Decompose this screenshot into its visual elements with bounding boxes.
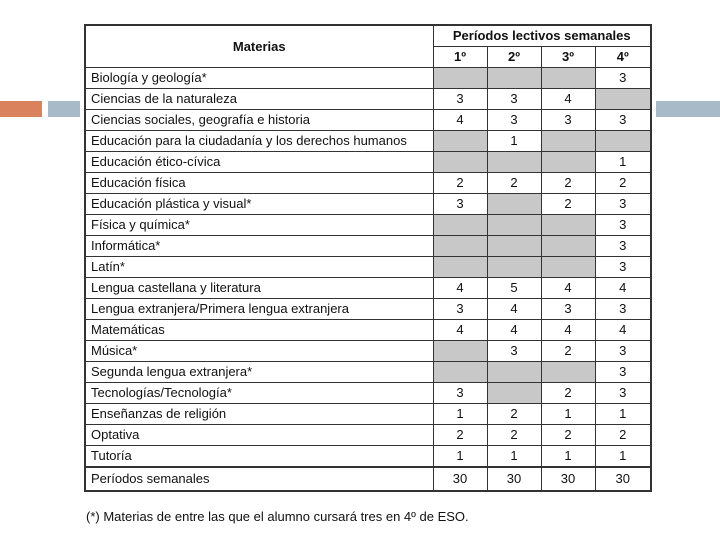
subject-cell: Lengua extranjera/Primera lengua extranjera — [85, 299, 433, 320]
period-cell: 3 — [433, 299, 487, 320]
period-cell — [487, 152, 541, 173]
period-cell: 3 — [595, 299, 651, 320]
period-cell — [541, 236, 595, 257]
total-value-3: 30 — [541, 467, 595, 491]
table-row — [85, 68, 651, 89]
period-cell: 1 — [433, 404, 487, 425]
period-cell: 2 — [433, 173, 487, 194]
period-cell — [487, 194, 541, 215]
accent-bar-right — [656, 101, 720, 117]
table-row — [85, 362, 651, 383]
period-cell — [541, 257, 595, 278]
table-row — [85, 194, 651, 215]
table-body — [85, 68, 651, 468]
course-header-2: 2º — [487, 47, 541, 68]
period-cell — [433, 236, 487, 257]
period-cell — [541, 68, 595, 89]
period-cell: 3 — [487, 341, 541, 362]
subject-cell: Segunda lengua extranjera* — [85, 362, 433, 383]
period-cell: 2 — [541, 383, 595, 404]
period-cell — [433, 215, 487, 236]
subject-cell: Tutoría — [85, 446, 433, 468]
subject-cell: Ciencias sociales, geografía e historia — [85, 110, 433, 131]
total-row — [85, 467, 651, 491]
subject-cell: Tecnologías/Tecnología* — [85, 383, 433, 404]
period-cell: 3 — [433, 194, 487, 215]
header-row-top — [85, 25, 651, 47]
table-row — [85, 446, 651, 468]
table-row — [85, 173, 651, 194]
period-cell: 1 — [595, 404, 651, 425]
period-cell — [487, 257, 541, 278]
table-row — [85, 299, 651, 320]
period-cell: 1 — [433, 446, 487, 468]
table-row — [85, 236, 651, 257]
period-cell: 3 — [487, 110, 541, 131]
subject-cell: Música* — [85, 341, 433, 362]
period-cell — [433, 68, 487, 89]
period-cell: 2 — [541, 194, 595, 215]
period-cell: 4 — [541, 320, 595, 341]
period-cell — [541, 152, 595, 173]
period-cell: 4 — [433, 110, 487, 131]
table-row — [85, 425, 651, 446]
period-cell: 3 — [595, 362, 651, 383]
period-cell: 2 — [595, 173, 651, 194]
period-cell: 3 — [433, 383, 487, 404]
table-row — [85, 320, 651, 341]
period-cell: 5 — [487, 278, 541, 299]
subject-cell: Informática* — [85, 236, 433, 257]
period-cell: 1 — [487, 131, 541, 152]
period-cell: 3 — [541, 299, 595, 320]
period-cell — [433, 257, 487, 278]
period-cell — [595, 89, 651, 110]
subject-cell: Biología y geología* — [85, 68, 433, 89]
subject-cell: Latín* — [85, 257, 433, 278]
total-value-2: 30 — [487, 467, 541, 491]
period-cell: 4 — [433, 320, 487, 341]
total-value-4: 30 — [595, 467, 651, 491]
period-cell: 2 — [541, 341, 595, 362]
period-cell: 2 — [541, 173, 595, 194]
total-value-1: 30 — [433, 467, 487, 491]
subject-cell: Educación para la ciudadanía y los derechos humanos — [85, 131, 433, 152]
period-cell: 3 — [487, 89, 541, 110]
table-row — [85, 341, 651, 362]
subject-cell: Enseñanzas de religión — [85, 404, 433, 425]
period-cell — [541, 131, 595, 152]
period-cell: 4 — [541, 89, 595, 110]
subject-cell: Educación física — [85, 173, 433, 194]
subject-cell: Educación ético-cívica — [85, 152, 433, 173]
period-cell: 2 — [487, 173, 541, 194]
period-cell — [433, 362, 487, 383]
footnote: (*) Materias de entre las que el alumno cursará tres en 4º de ESO. — [86, 509, 469, 524]
period-cell: 4 — [487, 299, 541, 320]
period-cell: 3 — [433, 89, 487, 110]
period-cell — [433, 341, 487, 362]
period-cell: 3 — [595, 236, 651, 257]
table-row — [85, 257, 651, 278]
subject-cell: Matemáticas — [85, 320, 433, 341]
period-cell: 3 — [595, 110, 651, 131]
period-cell — [487, 68, 541, 89]
period-cell — [433, 131, 487, 152]
period-cell: 3 — [541, 110, 595, 131]
period-cell: 2 — [595, 425, 651, 446]
course-header-3: 3º — [541, 47, 595, 68]
period-cell — [487, 383, 541, 404]
period-cell: 4 — [595, 278, 651, 299]
period-cell: 4 — [433, 278, 487, 299]
schedule-table-container — [84, 24, 652, 492]
period-cell: 2 — [487, 404, 541, 425]
table-row — [85, 278, 651, 299]
subject-cell: Física y química* — [85, 215, 433, 236]
period-cell: 3 — [595, 68, 651, 89]
period-cell: 1 — [595, 446, 651, 468]
period-cell: 1 — [541, 446, 595, 468]
accent-bar-middle — [48, 101, 80, 117]
period-cell: 4 — [595, 320, 651, 341]
subject-cell: Lengua castellana y literatura — [85, 278, 433, 299]
period-cell: 3 — [595, 215, 651, 236]
table-row — [85, 89, 651, 110]
accent-bar-left — [0, 101, 42, 117]
period-cell — [487, 215, 541, 236]
subject-cell: Optativa — [85, 425, 433, 446]
period-cell — [487, 362, 541, 383]
period-cell: 4 — [487, 320, 541, 341]
course-header-1: 1º — [433, 47, 487, 68]
table-row — [85, 404, 651, 425]
course-header-4: 4º — [595, 47, 651, 68]
period-cell: 3 — [595, 383, 651, 404]
table-row — [85, 131, 651, 152]
table-row — [85, 383, 651, 404]
period-cell: 1 — [595, 152, 651, 173]
period-cell: 3 — [595, 194, 651, 215]
period-cell: 4 — [541, 278, 595, 299]
total-label: Períodos semanales — [85, 467, 433, 491]
period-cell: 2 — [541, 425, 595, 446]
period-cell: 2 — [487, 425, 541, 446]
subject-cell: Educación plástica y visual* — [85, 194, 433, 215]
period-cell — [541, 215, 595, 236]
table-row — [85, 215, 651, 236]
period-cell: 1 — [487, 446, 541, 468]
period-cell: 2 — [433, 425, 487, 446]
period-cell — [541, 362, 595, 383]
schedule-table — [84, 24, 652, 492]
table-row — [85, 152, 651, 173]
periods-header: Períodos lectivos semanales — [433, 25, 651, 47]
period-cell: 3 — [595, 257, 651, 278]
period-cell — [595, 131, 651, 152]
period-cell — [433, 152, 487, 173]
table-row — [85, 110, 651, 131]
period-cell: 1 — [541, 404, 595, 425]
period-cell — [487, 236, 541, 257]
subject-header: Materias — [85, 25, 433, 68]
period-cell: 3 — [595, 341, 651, 362]
subject-cell: Ciencias de la naturaleza — [85, 89, 433, 110]
